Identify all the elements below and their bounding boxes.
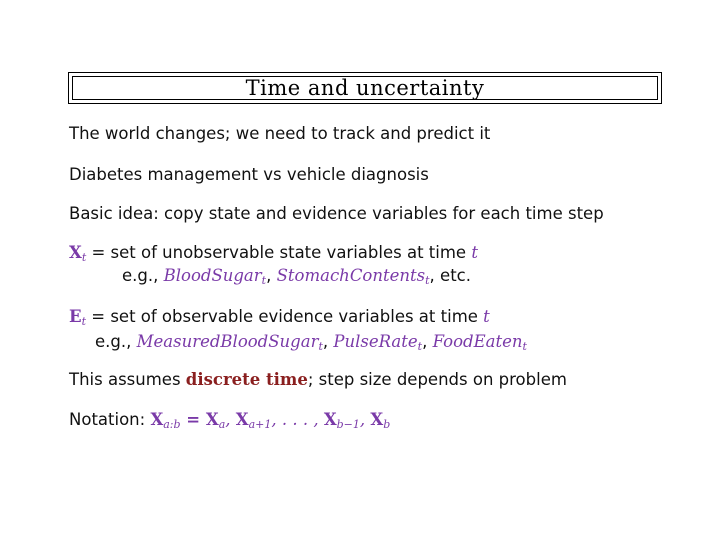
var-bloodsugar-sub: t bbox=[261, 274, 267, 287]
assumes-suffix: ; step size depends on problem bbox=[307, 370, 567, 389]
notation-ellipsis: , . . . , bbox=[271, 410, 324, 429]
line-state-variables bbox=[69, 243, 478, 264]
line-notation bbox=[69, 410, 390, 431]
line-evidence-variables bbox=[69, 307, 490, 328]
var-stomachcontents: StomachContents bbox=[276, 266, 426, 285]
var-foodeaten-sub: t bbox=[522, 340, 527, 353]
etc-label: , etc. bbox=[429, 266, 471, 285]
notation-x-a: X bbox=[205, 410, 219, 429]
assumes-prefix: This assumes bbox=[69, 370, 186, 389]
notation-x-a-sub: a bbox=[218, 418, 226, 431]
var-pulserate-sub: t bbox=[417, 340, 423, 353]
sep: , bbox=[422, 332, 433, 351]
var-bloodsugar: BloodSugar bbox=[163, 266, 262, 285]
slide-title: Time and uncertainty bbox=[245, 76, 485, 100]
line-diabetes: Diabetes management vs vehicle diagnosis bbox=[69, 165, 429, 184]
var-stomachcontents-sub: t bbox=[425, 274, 430, 287]
var-pulserate: PulseRate bbox=[333, 332, 418, 351]
state-definition: = set of unobservable state variables at time bbox=[86, 243, 472, 262]
notation-x-b-sub: b bbox=[383, 418, 391, 431]
notation-x-b1: X bbox=[323, 410, 337, 429]
discrete-time-term: discrete time bbox=[185, 370, 308, 389]
notation-x-ab: X bbox=[150, 410, 164, 429]
line-discrete-time bbox=[69, 370, 567, 389]
line-state-examples bbox=[122, 266, 471, 287]
notation-x-a1: X bbox=[235, 410, 249, 429]
line-world-changes: The world changes; we need to track and predict it bbox=[69, 124, 491, 143]
notation-x-a1-sub: a+1 bbox=[248, 418, 272, 431]
time-var: t bbox=[471, 243, 478, 262]
var-foodeaten: FoodEaten bbox=[432, 332, 523, 351]
line-basic-idea: Basic idea: copy state and evidence variables for each time step bbox=[69, 204, 604, 223]
notation-comma: , bbox=[225, 410, 236, 429]
title-frame bbox=[68, 72, 662, 104]
sep: , bbox=[322, 332, 334, 351]
title-frame-inner bbox=[72, 76, 658, 100]
notation-x-b: X bbox=[370, 410, 384, 429]
symbol-x-sub: t bbox=[81, 251, 87, 264]
sep: , bbox=[266, 266, 277, 285]
var-measuredbloodsugar: MeasuredBloodSugar bbox=[136, 332, 319, 351]
symbol-e: E bbox=[69, 307, 82, 326]
notation-label: Notation: bbox=[69, 410, 151, 429]
line-evidence-examples bbox=[95, 332, 527, 353]
var-measuredbloodsugar-sub: t bbox=[318, 340, 323, 353]
time-var: t bbox=[483, 307, 490, 326]
eg-label: e.g., bbox=[95, 332, 137, 351]
notation-eq: = bbox=[180, 410, 206, 429]
evidence-definition: = set of observable evidence variables at time bbox=[86, 307, 484, 326]
symbol-e-sub: t bbox=[81, 315, 86, 328]
notation-comma: , bbox=[359, 410, 371, 429]
symbol-x: X bbox=[69, 243, 82, 262]
eg-label: e.g., bbox=[122, 266, 164, 285]
notation-x-ab-sub: a:b bbox=[163, 418, 181, 431]
notation-x-b1-sub: b−1 bbox=[336, 418, 360, 431]
